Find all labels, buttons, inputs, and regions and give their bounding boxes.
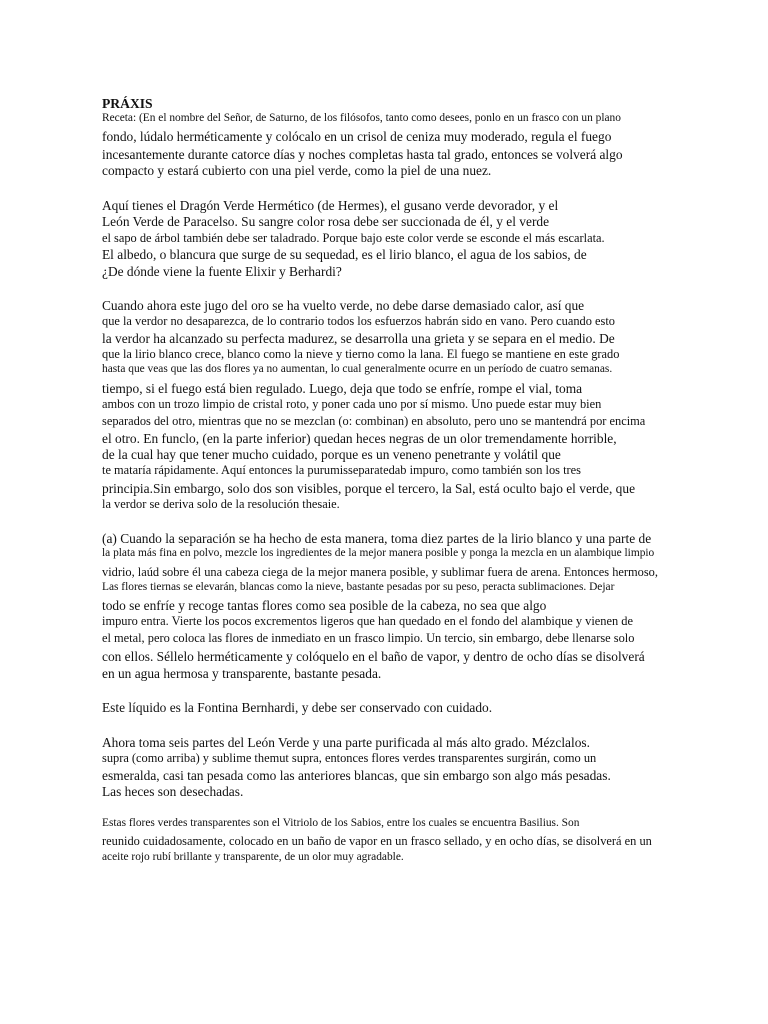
body-text-line: Receta: (En el nombre del Señor, de Saturno, de los filósofos, tanto como desees, ponlo en un frasco con un plano <box>102 112 621 124</box>
body-text-line: Estas flores verdes transparentes son el Vitriolo de los Sabios, entre los cuales se encuentra Basilius. Son <box>102 817 580 829</box>
body-text-line: todo se enfríe y recoge tantas flores como sea posible de la cabeza, no sea que algo <box>102 598 547 613</box>
body-text-line: Las flores tiernas se elevarán, blancas como la nieve, bastante pesadas por su peso, peracta sublimaciones. Dejar <box>102 581 615 593</box>
body-text-line: fondo, lúdalo herméticamente y colócalo en un crisol de ceniza muy moderado, regula el fuego <box>102 129 612 144</box>
body-text-line: el otro. En funclo, (en la parte inferior) quedan heces negras de un olor tremendamente horrible, <box>102 431 617 446</box>
body-text-line: que la verdor no desaparezca, de lo contrario todos los esfuerzos habrán sido en vano. Pero cuando esto <box>102 314 616 328</box>
body-text-line: la verdor se deriva solo de la resolución thesaie. <box>102 497 340 511</box>
body-text-line: la plata más fina en polvo, mezcle los ingredientes de la mejor manera posible y ponga la mezcla en un alambique limpio <box>102 547 655 559</box>
body-text-line: supra (como arriba) y sublime themut supra, entonces flores verdes transparentes surgirán, como un <box>102 751 597 765</box>
body-text-line: Cuando ahora este jugo del oro se ha vuelto verde, no debe darse demasiado calor, así que <box>102 298 585 313</box>
body-text-line: te mataría rápidamente. Aquí entonces la purumisseparatedab impuro, como también son los tres <box>102 463 581 477</box>
body-text-line: en un agua hermosa y transparente, bastante pesada. <box>102 666 382 681</box>
body-text-line: esmeralda, casi tan pesada como las anteriores blancas, que sin embargo son algo más pesadas. <box>102 768 611 783</box>
body-text-line: ¿De dónde viene la fuente Elixir y Berhardi? <box>102 264 342 279</box>
body-text-line: León Verde de Paracelso. Su sangre color rosa debe ser succionada de él, y el verde <box>102 214 550 229</box>
body-text-line: vidrio, laúd sobre él una cabeza ciega de la mejor manera posible, y sublimar fuera de arena. Entonces hermoso, <box>102 565 658 579</box>
body-text-line: con ellos. Séllelo herméticamente y colóquelo en el baño de vapor, y dentro de ocho días se disolverá <box>102 649 645 664</box>
body-text-line: reunido cuidadosamente, colocado en un baño de vapor en un frasco sellado, y en ocho días, se disolverá en un <box>102 834 652 848</box>
body-text-line: El albedo, o blancura que surge de su sequedad, es el lirio blanco, el agua de los sabios, de <box>102 247 587 262</box>
body-text-line: incesantemente durante catorce días y noches completas hasta tal grado, entonces se volverá algo <box>102 147 623 162</box>
body-text-line: impuro entra. Vierte los pocos excrementos ligeros que han quedado en el fondo del alambique y vienen de <box>102 614 633 628</box>
body-text-line: principia.Sin embargo, solo dos son visibles, porque el tercero, la Sal, está oculto bajo el verde, que <box>102 481 636 496</box>
body-text-line: Ahora toma seis partes del León Verde y una parte purificada al más alto grado. Mézclalos. <box>102 735 590 750</box>
body-text-line: que la lirio blanco crece, blanco como la nieve y tierno como la lana. El fuego se mantiene en este grado <box>102 347 620 361</box>
body-text-line: hasta que veas que las dos flores ya no aumentan, lo cual generalmente ocurre en un período de cuatro semanas. <box>102 363 613 375</box>
body-text-line: la verdor ha alcanzado su perfecta madurez, se desarrolla una grieta y se separa en el medio. De <box>102 331 615 346</box>
body-text-line: Este líquido es la Fontina Bernhardi, y debe ser conservado con cuidado. <box>102 700 493 715</box>
body-text-line: el sapo de árbol también debe ser taladrado. Porque bajo este color verde se esconde el más escarlata. <box>102 231 605 245</box>
body-text-line: (a) Cuando la separación se ha hecho de esta manera, toma diez partes de la lirio blanco y una parte de <box>102 531 652 546</box>
body-text-line: separados del otro, mientras que no se mezclan (o: combinan) en absoluto, pero uno se mantendrá por encima <box>102 414 646 428</box>
body-text-line: aceite rojo rubí brillante y transparente, de un olor muy agradable. <box>102 851 404 863</box>
body-text-line: de la cual hay que tener mucho cuidado, porque es un veneno penetrante y volátil que <box>102 447 561 462</box>
body-text-line: ambos con un trozo limpio de cristal roto, y poner cada uno por sí mismo. Uno puede estar muy bien <box>102 397 602 411</box>
body-text-line: compacto y estará cubierto con una piel verde, como la piel de una nuez. <box>102 163 492 178</box>
body-text-line: Aquí tienes el Dragón Verde Hermético (de Hermes), el gusano verde devorador, y el <box>102 198 559 213</box>
body-text-line: el metal, pero coloca las flores de inmediato en un frasco limpio. Un tercio, sin embargo, debe llenarse solo <box>102 631 635 645</box>
document-title: PRÁXIS <box>102 96 153 111</box>
body-text-line: Las heces son desechadas. <box>102 784 244 799</box>
body-text-line: tiempo, si el fuego está bien regulado. Luego, deja que todo se enfríe, rompe el vial, toma <box>102 381 583 396</box>
